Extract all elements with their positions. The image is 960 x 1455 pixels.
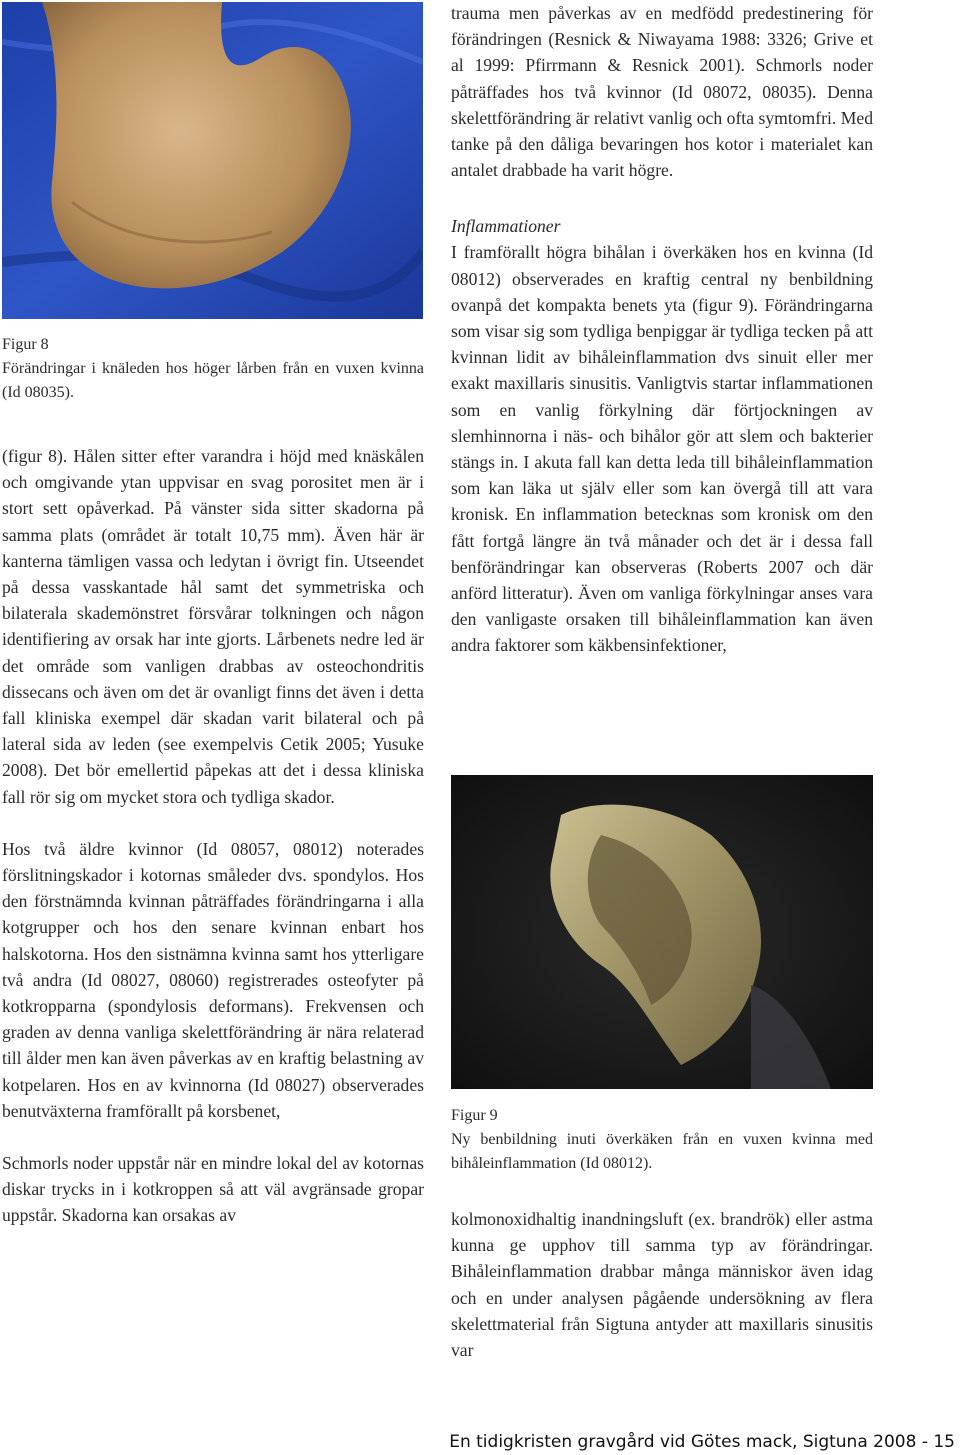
maxilla-sinus-image [451, 775, 873, 1089]
left-paragraph-2: Hos två äldre kvinnor (Id 08057, 08012) noterades förslitningskador i kotornas småleder dvs. spondylos. Hos den förstnämnda kvinnan påträffades förändringarna i alla kotgrupper och hos den senare kvinnan enbart hos halskotorna. Hos den sistnämna kvinna samt hos ytterligare två andra (Id 08027, 08060) registrerades osteofyter på kotkropparna (spondylosis deformans). Frekvensen och graden av denna vanliga skelettförändring är nära relaterad till ålder men kan även påverkas av en kraftig belastning av kotpelaren. Hos en av kvinnorna (Id 08027) observerades benutväxterna framförallt på korsbenet, [2, 838, 424, 1121]
figure-9-caption: Ny benbildning inuti överkäken från en vuxen kvinna med bihåleinflammation (Id 08012). [451, 1131, 873, 1172]
femur-knee-joint-image [2, 2, 423, 319]
right-paragraph-1: trauma men påverkas av en medfödd predestinering för förändringen (Resnick & Niwayama 1988: 3326; Grive et al 1999: Pfirrmann & Resnick 2001). Schmorls noder påträffades hos två kvinnor (Id 08072, 08035). Denna skelettförändring är relativt vanlig och ofta symtomfri. Med tanke på den dåliga bevaringen hos kotor i materialet kan antalet drabbade ha varit högre. [451, 3, 873, 181]
figure-9-number: Figur 9 [451, 1107, 498, 1124]
figure-8-number: Figur 8 [2, 336, 49, 353]
figure-8-caption: Förändringar i knäleden hos höger lårben från en vuxen kvinna (Id 08035). [2, 360, 424, 401]
right-paragraph-3: kolmonoxidhaltig inandningsluft (ex. brandrök) eller astma kunna ge upphov till samma typ av förändringar. Bihåleinflammation drabbar många människor även idag och en under analysen pågående undersökning av flera skelettmaterial från Sigtuna antyder att maxillaris sinusitis var [451, 1209, 873, 1361]
right-paragraph-2: I framförallt högra bihålan i överkäken hos en kvinna (Id 08012) observerades en kraftig central ny benbildning ovanpå det kompakta benets yta (figur 9). Förändringarna som visar sig som tydliga benpiggar är tydliga tecken på att kvinnan lidit av bihåleinflammation dvs sinuit eller mer exakt maxillaris sinusitis. Vanligtvis startar inflammationen som en vanlig förkylning där förtjockningen av slemhinnorna i näs- och bihålor gör att slem och bakterier stängs in. I akuta fall kan detta leda till bihåleinflammation som kan läka ut själv eller som kan övergå till att vara kronisk. En inflammation betecknas som kronisk om den fått fortgå längre än två månader och det är i dessa fall benförändringar kan observeras (Roberts 2007 och där anförd litteratur). Även om vanliga förkylningar anses vara den vanligaste orsaken till bihåleinflammation kan även andra faktorer som käkbensinfektioner, [451, 242, 873, 656]
figure-8-photo [2, 2, 423, 319]
page-footer: En tidigkristen gravgård vid Götes mack, Sigtuna 2008 - 15 [449, 1432, 955, 1452]
figure-8-caption-block [2, 333, 424, 405]
figure-9-caption-block [451, 1104, 873, 1176]
right-column-bottom [451, 1206, 873, 1363]
left-paragraph-1: (figur 8). Hålen sitter efter varandra i höjd med knäskålen och omgivande ytan uppvisar en svag porositet men är i stort sett opåverkad. På vänster sida sitter skadorna på samma plats (området är totalt 10,75 mm). Även här är kanterna tämligen vassa och ledytan i övrigt fin. Utseendet på dessa vasskantade hål samt det symmetriska och bilaterala skademönstret försvårar tolkningen och någon identifiering av orsak har inte gjorts. Lårbenets nedre led är det område som vanligen drabbas av osteochondritis dissecans och även om det är ovanligt finns det även i detta fall kliniska exempel där skadan varit bilateral och på lateral sida av leden (see exempelvis Cetik 2005; Yusuke 2008). Det bör emellertid påpekas att det i dessa kliniska fall rör sig om mycket stora och tydliga skador. [2, 446, 424, 807]
section-heading-inflammationer: Inflammationer [451, 216, 561, 237]
left-paragraph-3: Schmorls noder uppstår när en mindre lokal del av kotornas diskar trycks in i kotkroppen så att väl avgränsade gropar uppstår. Skadorna kan orsakas av [2, 1153, 424, 1226]
right-column-top [451, 0, 873, 659]
figure-9-photo [451, 775, 873, 1089]
left-column [2, 443, 424, 1229]
